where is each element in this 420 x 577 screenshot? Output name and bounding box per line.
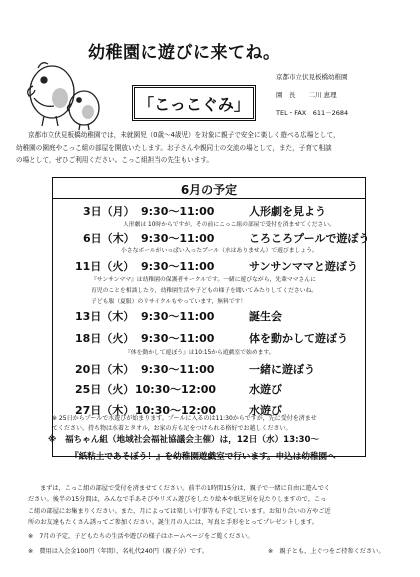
event-time: 10:30～12:00 [135, 383, 217, 396]
event-note: 小さなボールがいっぱい入ったプール（水はありません）で遊びましょう。 [121, 248, 318, 254]
group-name: 「こっこぐみ」 [138, 94, 250, 114]
event-date: 3日（月） [83, 205, 135, 218]
event-time: 9:30～11:00 [141, 310, 215, 323]
event-date: 13日（木） [75, 310, 135, 323]
event-date: 20日（木） [75, 363, 135, 376]
guidance-line: まずは，こっこ組の部屋で受付を済ませてください。前半の1時間15分は，親子で一緒に自由に遊んでく [40, 485, 331, 492]
note-line: てください。持ち物は水着とタオル，お家の方も足をつけられる格好でお越しください。 [52, 425, 292, 432]
event-note: 人形劇は 10時からですが，その前にこっこ組の部屋で受付を済ませてください。 [123, 222, 335, 228]
event-time: 9:30～11:00 [141, 332, 215, 345]
event-name: サンサンママと遊ぼう [249, 260, 358, 273]
event-date: 11日（火） [75, 260, 135, 273]
schedule-divider [53, 198, 365, 199]
contact-number: TEL・FAX 611－2684 [276, 109, 349, 117]
schedule-title: 6月の予定 [180, 183, 238, 197]
event-date: 18日（火） [75, 332, 135, 345]
event-date: 27日（木） [75, 404, 135, 417]
footnote-fees: ※ 費用は入会金100円（年間），名札代240円（親子分）です。 [28, 548, 208, 555]
intro-line: の場として，ぜひご利用ください。こっこ組担当の先生もいます。 [16, 156, 214, 164]
event-name: 体を動かして遊ぼう [249, 332, 348, 345]
event-note: 育児のことを相談したり，幼稚園生活や子どもの様子を聞いてみたりしてくださいね。 [91, 288, 318, 294]
intro-paragraph [16, 129, 408, 167]
event-name: 誕生会 [249, 310, 282, 323]
event-time: 9:30～11:00 [141, 260, 215, 273]
event-time: 10:30～12:00 [135, 404, 217, 417]
event-note: 『サンサンママ』は幼稚園の保護者サークルです。一緒に遊びながら，先輩ママさんに [91, 277, 316, 283]
event-note: 子ども服（夏服）のリサイクルもやっています，無料です！ [91, 299, 247, 305]
event-date: 25日（火） [75, 383, 135, 396]
group-name-box [132, 85, 256, 121]
footnote-homepage: ※ 7月の予定，子どもたちの生活や遊びの様子はホームページをご覧ください。 [28, 533, 254, 540]
event-name: 一緒に遊ぼう [249, 363, 315, 376]
event-note: 『体を動かして遊ぼう』は10:15から遊戯室で始めます。 [125, 350, 275, 356]
school-info [276, 68, 348, 122]
page-title: 幼稚園に遊びに来てね。 [88, 43, 281, 63]
water-play-note [52, 414, 364, 434]
footnote-shoes: ※ 親子とも，上ぐつをご持参ください。 [268, 548, 385, 555]
guidance-line: 所のお友達もたくさん誘ってご参加ください。誕生月の人には，写真と手形をとってプレゼントします。 [28, 518, 318, 526]
guidance-line: ださい。後半の15分間は，みんなで手あそびやリズム遊びをしたり絵本や紙芝居を見たりしますので，こっ [28, 496, 327, 504]
fukuchan-event: 『紙粘土であそぼう！』を幼稚園遊戯室で行います。申込は幼稚園へ [70, 452, 336, 462]
fukuchan-notice: ※ 福ちゃん組（地域社会福祉協議会主催）は，12日（水）13:30～ [48, 435, 320, 445]
principal-name: 園 長 二川 恵理 [276, 91, 337, 99]
intro-line: 京都市立伏見板橋幼稚園では，未就園児（0歳～4歳児）を対象に親子で安全に楽しく遊べる広場として， [28, 131, 340, 139]
guidance-line: こ組の部屋にお集まりください。また，月によっては楽しい行事等も予定しています。お知り合いの方やご近 [28, 507, 331, 515]
event-time: 9:30～11:00 [141, 363, 215, 376]
event-name: ころころプールで遊ぼう [249, 232, 370, 245]
event-date: 6日（木） [83, 232, 135, 245]
event-time: 9:30～11:00 [141, 232, 215, 245]
birds-illustration [20, 52, 110, 132]
school-name: 京都市立伏見板橋幼稚園 [276, 73, 348, 81]
event-name: 水遊び [249, 404, 282, 417]
intro-line: 幼稚園の園庭やこっこ組の部屋を開放いたします。お子さんや親同士の交流の場として，また，子育て相談 [16, 143, 332, 152]
event-name: 人形劇を見よう [249, 205, 326, 218]
event-name: 水遊び [249, 383, 282, 396]
guidance-paragraph [28, 483, 410, 528]
event-time: 9:30～11:00 [141, 205, 215, 218]
note-line: ※ 25日からプールで水遊びが始まります。プールに入るのは11:30からですが，先に受付を済ませ [52, 415, 317, 422]
